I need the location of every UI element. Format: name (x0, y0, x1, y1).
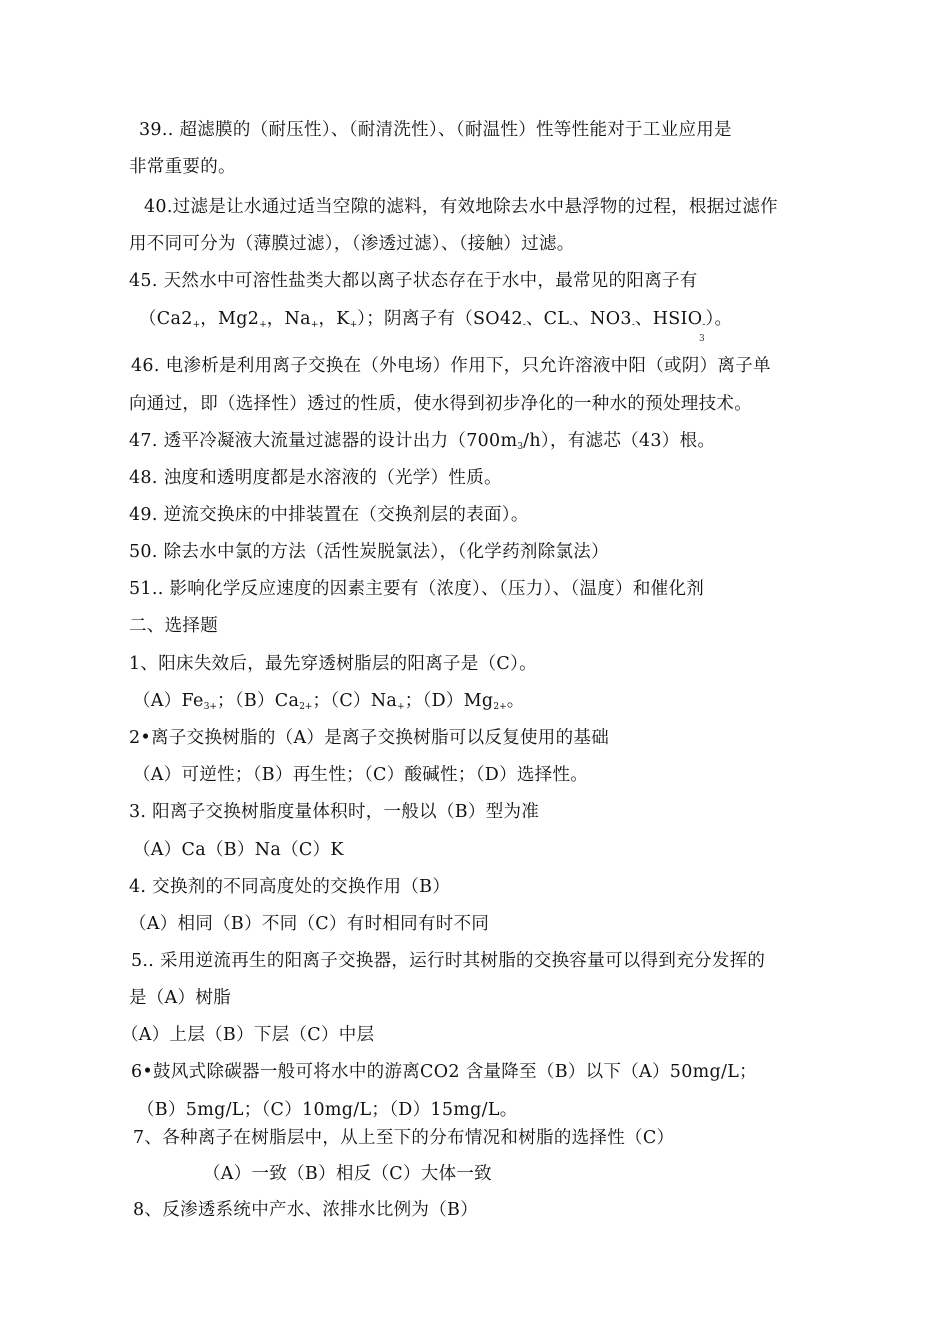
question-7-options: （A）一致（B）相反（C）大体一致 (203, 1164, 492, 1184)
charge-sub: - (702, 320, 706, 330)
charge-sub: - (631, 320, 635, 330)
item-48: 48. 浊度和透明度都是水溶液的（光学）性质。 (129, 468, 502, 488)
item-45-line-2 (139, 307, 732, 337)
charge-sub: 2+ (493, 702, 507, 712)
item-51: 51.. 影响化学反应速度的因素主要有（浓度）、（压力）、（温度）和催化剂 (129, 579, 705, 599)
question-5-options: （A）上层（B）下层（C）中层 (121, 1025, 375, 1045)
option-text: 。 (506, 691, 525, 711)
question-5-line-2: 是（A）树脂 (129, 988, 231, 1008)
item-39-line-2: 非常重要的。 (129, 157, 236, 177)
item-46-line-2: 向通过，即（选择性）透过的性质，使水得到初步净化的一种水的预处理技术。 (129, 394, 752, 414)
question-7: 7、各种离子在树脂层中，从上至下的分布情况和树脂的选择性（C） (133, 1128, 675, 1148)
charge-sub: + (259, 320, 267, 330)
unit-sub: 3 (517, 442, 524, 452)
question-4: 4. 交换剂的不同高度处的交换作用（B） (129, 877, 451, 897)
item-46-line-1: 46. 电渗析是利用离子交换在（外电场）作用下，只允许溶液中阳（或阴）离子单 (131, 356, 771, 376)
charge-sub: 3+ (203, 702, 217, 712)
charge-sub: + (397, 702, 405, 712)
ion-text: ）。 (705, 309, 733, 329)
charge-sub: 2+ (299, 702, 313, 712)
question-6-line-2: （B）5mg/L；（C）10mg/L；（D）15mg/L。 (137, 1100, 518, 1120)
charge-sub: - (522, 320, 526, 330)
question-3: 3. 阳离子交换树脂度量体积时，一般以（B）型为准 (129, 802, 540, 822)
question-4-options: （A）相同（B）不同（C）有时相同有时不同 (129, 914, 490, 934)
stray-subscript: 3 (699, 334, 705, 344)
ion-text: ，Na (266, 309, 311, 329)
option-text: ；（C）Na (312, 691, 398, 711)
item-47-text: /h），有滤芯（43）根。 (523, 431, 716, 451)
ion-text: 、HSIO (634, 309, 703, 329)
item-39-line-1: 39.. 超滤膜的（耐压性）、（耐清洗性）、（耐温性）性等性能对于工业应用是 (139, 120, 732, 140)
charge-sub: + (310, 320, 319, 330)
question-8: 8、反渗透系统中产水、浓排水比例为（B） (133, 1200, 478, 1220)
charge-sub: + (192, 320, 201, 330)
ion-text: ）；阴离子有（SO42 (357, 309, 523, 329)
option-text: ；（B）Ca (216, 691, 300, 711)
charge-sub: - (569, 320, 573, 330)
item-47-text: 47. 透平冷凝液大流量过滤器的设计出力（700m (129, 431, 518, 451)
ion-text: ，Mg2 (200, 309, 260, 329)
question-1: 1、阳床失效后，最先穿透树脂层的阳离子是（C）。 (129, 654, 537, 674)
question-2-options: （A）可逆性；（B）再生性；（C）酸碱性；（D）选择性。 (133, 765, 589, 785)
question-1-options (133, 689, 525, 719)
question-3-options: （A）Ca（B）Na（C）K (133, 840, 344, 860)
item-50: 50. 除去水中氯的方法（活性炭脱氯法），（化学药剂除氯法） (129, 542, 609, 562)
option-text: （A）Fe (133, 691, 204, 711)
question-5-line-1: 5.. 采用逆流再生的阳离子交换器，运行时其树脂的交换容量可以得到充分发挥的 (131, 951, 766, 971)
ion-text: （Ca2 (139, 309, 193, 329)
item-47 (129, 429, 715, 459)
ion-text: ，K (318, 309, 350, 329)
ion-text: 、CL (525, 309, 570, 329)
option-text: ；（D）Mg (404, 691, 494, 711)
ion-text: 、NO3 (572, 309, 632, 329)
section-heading: 二、选择题 (129, 616, 218, 636)
question-6-line-1: 6•鼓风式除碳器一般可将水中的游离CO2 含量降至（B）以下（A）50mg/L； (131, 1062, 757, 1082)
question-2: 2•离子交换树脂的（A）是离子交换树脂可以反复使用的基础 (129, 728, 609, 748)
item-49: 49. 逆流交换床的中排装置在（交换剂层的表面）。 (129, 505, 529, 525)
item-40-line-2: 用不同可分为（薄膜过滤），（渗透过滤）、（接触）过滤。 (129, 234, 575, 254)
item-40-line-1: 40.过滤是让水通过适当空隙的滤料，有效地除去水中悬浮物的过程，根据过滤作 (144, 197, 778, 217)
item-45-line-1: 45. 天然水中可溶性盐类大都以离子状态存在于水中，最常见的阳离子有 (129, 271, 698, 291)
charge-sub: + (349, 320, 358, 330)
